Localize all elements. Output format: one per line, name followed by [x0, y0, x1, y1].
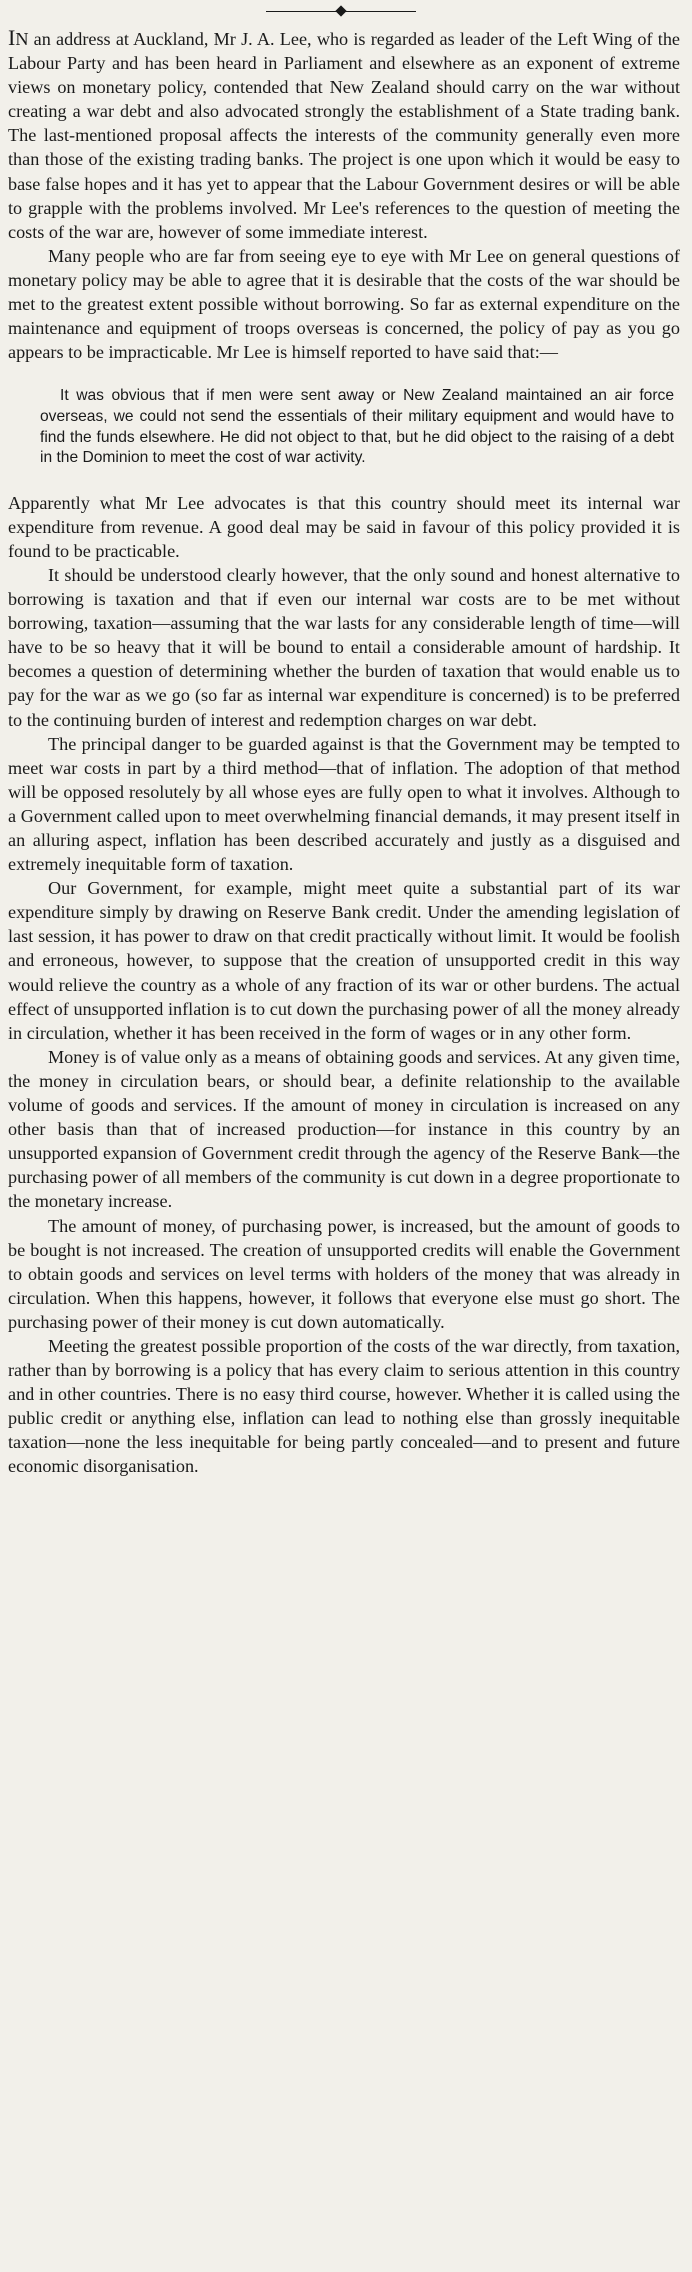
paragraph-5: The principal danger to be guarded against is that the Government may be tempted to meet war costs in part by a third method—that of inflation. The adoption of that method will be opposed resolutely by all whose eyes are fully open to what it involves. Although to a Government called upon to meet overwhelming financial demands, it may present itself in an alluring aspect, inflation has been described accurately and justly as a disguised and extremely inequitable form of taxation. — [8, 733, 680, 875]
paragraph-1 — [8, 26, 680, 244]
paragraph-1-text: N an address at Auckland, Mr J. A. Lee, who is regarded as leader of the Left Wing of the Labour Party and has been heard in Parliament and elsewhere as an exponent of extreme views on monetary policy, contended that New Zealand should carry on the war without creating a war debt and also advocated strongly the establishment of a State trading bank. The last-mentioned proposal affects the interests of the community generally even more than those of the existing trading banks. The project is one upon which it would be easy to base false hopes and it has yet to appear that the Labour Government desires or will be able to grapple with the problems involved. Mr Lee's references to the question of meeting the costs of the war are, however of some immediate interest. — [8, 29, 680, 242]
paragraph-6: Our Government, for example, might meet quite a substantial part of its war expenditure simply by drawing on Reserve Bank credit. Under the amending legislation of last session, it has power to draw on that credit practically without limit. It would be foolish and erroneous, however, to suppose that the creation of unsupported credit in this way would relieve the country as a whole of any fraction of its war or other burdens. The actual effect of unsupported inflation is to cut down the purchasing power of all the money already in circulation, whether it has been received in the form of wages or in any other form. — [8, 878, 680, 1043]
drop-cap: I — [8, 25, 16, 50]
paragraph-2: Many people who are far from seeing eye to eye with Mr Lee on general questions of monetary policy may be able to agree that it is desirable that the costs of the war should be met to the greatest extent possible without borrowing. So far as external expenditure on the maintenance and equipment of troops overseas is concerned, the policy of pay as you go appears to be impracticable. Mr Lee is himself reported to have said that:— — [8, 245, 680, 363]
paragraph-9: Meeting the greatest possible proportion of the costs of the war directly, from taxation, rather than by borrowing is a policy that has every claim to serious attention in this country and in other countries. There is no easy third course, however. Whether it is called using the public credit or anything else, inflation can lead to nothing else than grossly inequitable taxation—none the less inequitable for being partly concealed—and to present and future economic disorganisation. — [8, 1335, 680, 1477]
diamond-ornament-icon — [335, 5, 346, 16]
block-quote: It was obvious that if men were sent away or New Zealand maintained an air force overseas, we could not send the essentials of their military equipment and would have to find the funds elsewhere. He did not object to that, but he did object to the raising of a debt in the Dominion to meet the cost of war activity. — [40, 387, 674, 467]
paragraph-4: It should be understood clearly however, that the only sound and honest alternative to borrowing is taxation and that if even our internal war costs are to be met without borrowing, taxation—assuming that the war lasts for any considerable length of time—will have to be so heavy that it will be bound to entail a considerable amount of hardship. It becomes a question of determining whether the burden of taxation that would enable us to pay for the war as we go (so far as internal war expenditure is concerned) is to be preferred to the continuing burden of interest and redemption charges on war debt. — [8, 564, 680, 730]
article-body — [8, 26, 680, 1479]
paragraph-8: The amount of money, of purchasing power, is increased, but the amount of goods to be bought is not increased. The creation of unsupported credits will enable the Government to obtain goods and services on level terms with holders of the money that was already in circulation. When this happens, however, it follows that everyone else must go short. The purchasing power of their money is cut down automatically. — [8, 1215, 680, 1332]
paragraph-7: Money is of value only as a means of obtaining goods and services. At any given time, the money in circulation bears, or should bear, a definite relationship to the available volume of goods and services. If the amount of money in circulation is increased on any other basis than that of increased production—for instance in this country by an unsupported expansion of Government credit through the agency of the Reserve Bank—the purchasing power of all members of the community is cut down in a degree proportionate to the monetary increase. — [8, 1046, 680, 1212]
paragraph-3: Apparently what Mr Lee advocates is that this country should meet its internal war expenditure from revenue. A good deal may be said in favour of this policy provided it is found to be practicable. — [8, 492, 680, 561]
section-separator — [8, 4, 680, 20]
